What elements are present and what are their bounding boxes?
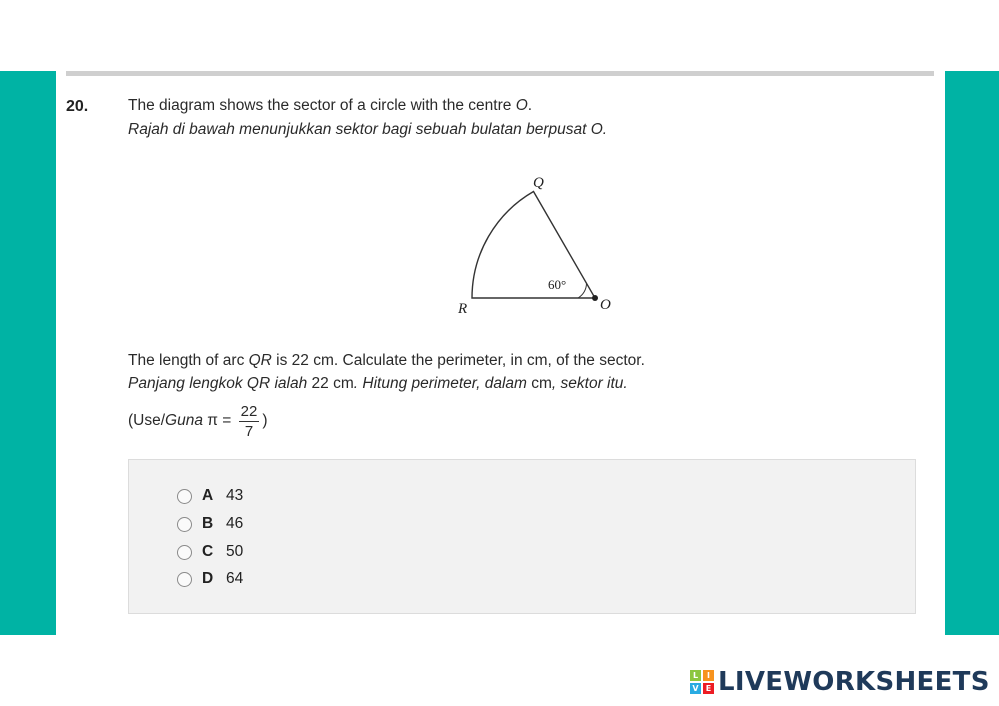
option-b[interactable]: B 46 [177, 513, 243, 535]
logo-text: LIVEWORKSHEETS [718, 667, 990, 697]
sector-outline [472, 192, 595, 299]
logo-icon [690, 670, 714, 694]
label-r: R [458, 301, 468, 317]
label-q: Q [533, 175, 544, 191]
radio-d[interactable] [177, 572, 192, 587]
answer-options [128, 459, 916, 614]
pi-hint: (Use/ Guna π = $\frac{22}{7}$ ) [128, 402, 268, 440]
question-body-english: The length of arc QR is 22 cm. Calculate the perimeter, in cm, of the sector. [128, 352, 645, 369]
radio-a[interactable] [177, 489, 192, 504]
logo-tile-e: E [703, 683, 714, 694]
pi-fraction: $\frac{22}{7}$ [240, 402, 258, 440]
option-c[interactable]: C 50 [177, 541, 243, 563]
logo-tile-v: V [690, 683, 701, 694]
right-teal-border [945, 71, 999, 635]
logo-tile-l: L [690, 670, 701, 681]
question-intro-english: The diagram shows the sector of a circle with the centre O. [128, 97, 533, 114]
top-divider [66, 71, 934, 76]
logo-tile-i: I [703, 670, 714, 681]
option-d[interactable]: D 64 [177, 568, 243, 590]
radio-c[interactable] [177, 545, 192, 560]
radio-b[interactable] [177, 517, 192, 532]
liveworksheets-logo[interactable] [690, 667, 990, 697]
question-intro-malay: Rajah di bawah menunjukkan sektor bagi sebuah bulatan berpusat O. [128, 121, 608, 138]
angle-label: 60° [548, 277, 567, 292]
option-a[interactable]: A 43 [177, 485, 243, 507]
left-teal-border [0, 71, 56, 635]
label-o: O [600, 297, 611, 313]
centre-point [592, 295, 598, 301]
question-body-malay: Panjang lengkok QR ialah 22 cm. Hitung perimeter, dalam cm, sektor itu. [128, 375, 628, 392]
angle-arc [578, 283, 587, 298]
sector-diagram [440, 165, 630, 325]
question-number: 20. [66, 98, 89, 115]
